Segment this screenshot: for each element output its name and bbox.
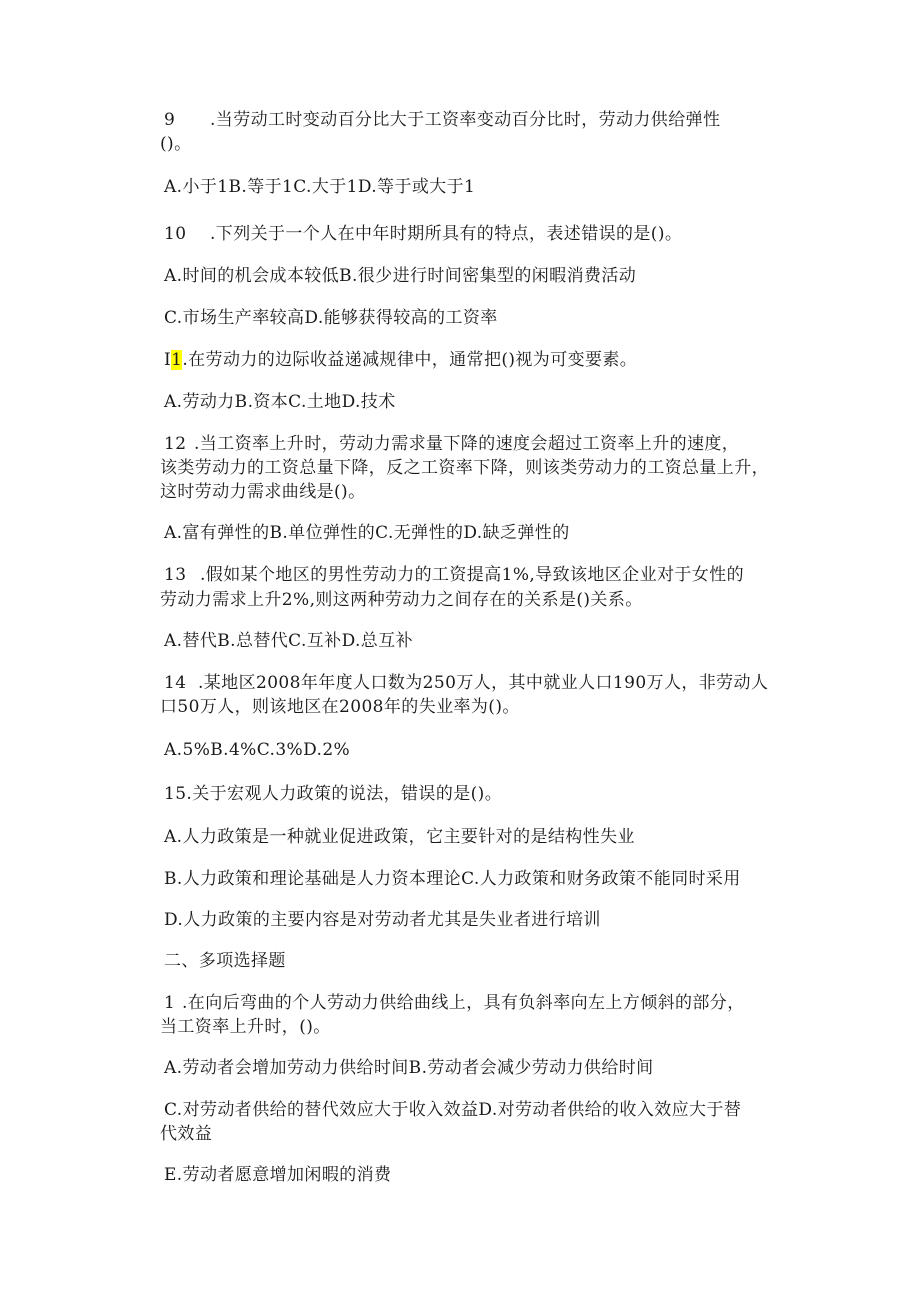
question-13-stem-text-1: .假如某个地区的男性劳动力的工资提高1%,导致该地区企业对于女性的 <box>200 565 744 585</box>
question-9-stem-line-2: ()。 <box>160 134 192 154</box>
question-14-number: 14 <box>164 673 187 693</box>
question-11-stem-text: .在劳动力的边际收益递减规律中，通常把()视为可变要素。 <box>182 350 638 370</box>
question-12-stem-line-2: 该类劳动力的工资总量下降，反之工资率下降，则该类劳动力的工资总量上升， <box>160 458 769 478</box>
question-12-stem-line-1 <box>164 432 784 456</box>
question-13-stem-line-1 <box>164 563 784 587</box>
question-12-stem-text-1: .当工资率上升时，劳动力需求量下降的速度会超过工资率上升的速度， <box>194 434 740 454</box>
multi-question-1-stem-line-1 <box>164 991 784 1015</box>
question-10-stem <box>164 222 784 246</box>
multi-question-1-option-c-d-line-1: C.对劳动者供给的替代效应大于收入效益D.对劳动者供给的收入效应大于替 <box>164 1100 742 1120</box>
question-10-stem-text: .下列关于一个人在中年时期所具有的特点，表述错误的是()。 <box>210 224 683 244</box>
multi-question-1-option-c-d-line-2: 代效益 <box>160 1124 213 1144</box>
section-heading-multiple-choice: 二、多项选择题 <box>164 951 286 971</box>
question-15-option-d: D.人力政策的主要内容是对劳动者尤其是失业者进行培训 <box>164 910 601 930</box>
question-13-number: 13 <box>164 565 187 585</box>
multi-question-1-option-e: E.劳动者愿意增加闲暇的消费 <box>164 1165 392 1185</box>
multi-question-1-stem-line-2: 当工资率上升时，()。 <box>160 1017 331 1037</box>
question-15-option-b-c: B.人力政策和理论基础是人力资本理论C.人力政策和财务政策不能同时采用 <box>164 869 741 889</box>
question-10-options-line-1: A.时间的机会成本较低B.很少进行时间密集型的闲暇消费活动 <box>164 266 637 286</box>
question-10-number: 10 <box>164 224 187 244</box>
question-14-stem-text-1: .某地区2008年年度人口数为250万人，其中就业人口190万人，非劳动人 <box>198 673 769 693</box>
question-10-options-line-2: C.市场生产率较高D.能够获得较高的工资率 <box>164 308 498 328</box>
question-14-options: A.5%B.4%C.3%D.2% <box>164 740 351 760</box>
question-9-stem-text: .当劳动工时变动百分比大于工资率变动百分比时，劳动力供给弹性 <box>210 110 721 130</box>
question-11-number-highlight: 1 <box>171 350 183 370</box>
question-15-option-a: A.人力政策是一种就业促进政策，它主要针对的是结构性失业 <box>164 827 635 847</box>
question-12-number: 12 <box>164 434 187 454</box>
multi-question-1-option-a-b: A.劳动者会增加劳动力供给时间B.劳动者会减少劳动力供给时间 <box>164 1058 654 1078</box>
question-15-stem: 15.关于宏观人力政策的说法，错误的是()。 <box>164 784 503 804</box>
question-9-stem-line-1 <box>164 108 784 132</box>
question-14-stem-line-2: 口50万人，则该地区在2008年的失业率为()。 <box>160 697 520 717</box>
multi-question-1-stem-text-1: .在向后弯曲的个人劳动力供给曲线上，具有负斜率向左上方倾斜的部分， <box>182 993 745 1013</box>
question-11-stem <box>164 348 784 372</box>
question-13-stem-line-2: 劳动力需求上升2%,则这两种劳动力之间存在的关系是()关系。 <box>160 590 643 610</box>
multi-question-1-number: 1 <box>164 993 176 1013</box>
question-12-stem-line-3: 这时劳动力需求曲线是()。 <box>160 482 366 502</box>
question-11-number-prefix: I <box>164 350 172 370</box>
question-11-options: A.劳动力B.资本C.土地D.技术 <box>164 392 396 412</box>
question-9-number: 9 <box>164 110 176 130</box>
question-12-options: A.富有弹性的B.单位弹性的C.无弹性的D.缺乏弹性的 <box>164 523 570 543</box>
question-9-options: A.小于1B.等于1C.大于1D.等于或大于1 <box>164 177 476 197</box>
question-14-stem-line-1 <box>164 671 784 695</box>
question-13-options: A.替代B.总替代C.互补D.总互补 <box>164 631 414 651</box>
